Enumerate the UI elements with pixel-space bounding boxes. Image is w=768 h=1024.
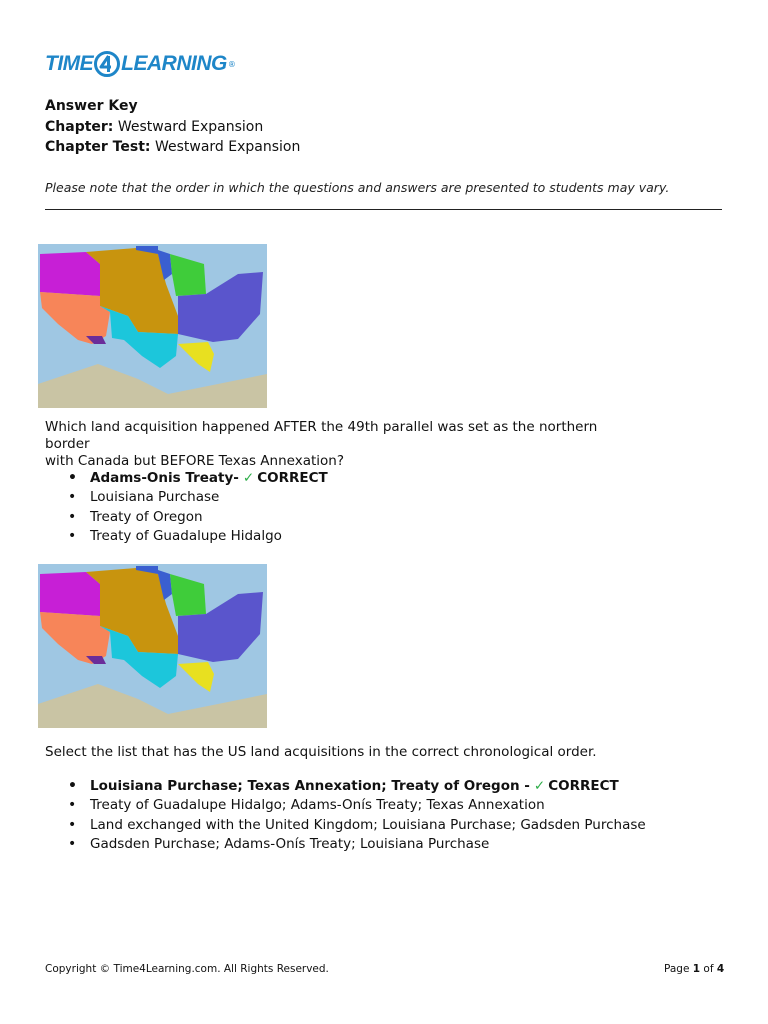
- page-title: Answer Key: [45, 98, 138, 114]
- chapter-test-line: [45, 137, 300, 158]
- chapter-test-value: Westward Expansion: [154, 139, 301, 155]
- checkmark-icon: ✓: [533, 778, 546, 794]
- answer-option: • Treaty of Oregon: [90, 508, 328, 527]
- logo-registered-mark: ®: [227, 59, 236, 69]
- question-1-text: Which land acquisition happened AFTER the 49th parallel was set as the northern border with Canada but BEFORE Texas Annexation?: [45, 419, 598, 469]
- us-land-acquisitions-map: [38, 244, 267, 408]
- chapter-label: Chapter:: [45, 118, 114, 135]
- checkmark-icon: ✓: [242, 470, 255, 486]
- answer-option: • Treaty of Guadalupe Hidalgo: [90, 527, 328, 546]
- question-1-answers: [45, 469, 328, 547]
- us-land-acquisitions-map: [38, 564, 267, 728]
- brand-logo: [45, 44, 236, 84]
- chapter-line: [45, 117, 300, 138]
- order-note: Please note that the order in which the questions and answers are presented to students may vary.: [45, 180, 670, 195]
- answer-option: • Treaty of Guadalupe Hidalgo; Adams-Onís Treaty; Texas Annexation: [90, 796, 646, 815]
- logo-text-left: TIME: [45, 52, 94, 75]
- answer-option: • Gadsden Purchase; Adams-Onís Treaty; Louisiana Purchase: [90, 835, 646, 854]
- chapter-test-label: Chapter Test:: [45, 139, 151, 155]
- logo-four-clock-icon: [94, 51, 120, 77]
- answer-correct: • Adams-Onis Treaty- ✓ CORRECT: [90, 469, 328, 488]
- answer-option: • Louisiana Purchase: [90, 488, 328, 507]
- logo-text-right: LEARNING: [121, 52, 227, 75]
- question-2-text: Select the list that has the US land acquisitions in the correct chronological order.: [45, 744, 597, 760]
- answer-correct: • Louisiana Purchase; Texas Annexation; Treaty of Oregon - ✓ CORRECT: [90, 777, 646, 796]
- copyright-notice: Copyright © Time4Learning.com. All Rights Reserved.: [45, 963, 329, 975]
- header-divider: [45, 209, 722, 210]
- document-header: [45, 96, 300, 158]
- answer-option: • Land exchanged with the United Kingdom; Louisiana Purchase; Gadsden Purchase: [90, 816, 646, 835]
- question-2-answers: [45, 777, 646, 855]
- chapter-value: Westward Expansion: [117, 118, 264, 135]
- page-number: Page 1 of 4: [664, 963, 725, 975]
